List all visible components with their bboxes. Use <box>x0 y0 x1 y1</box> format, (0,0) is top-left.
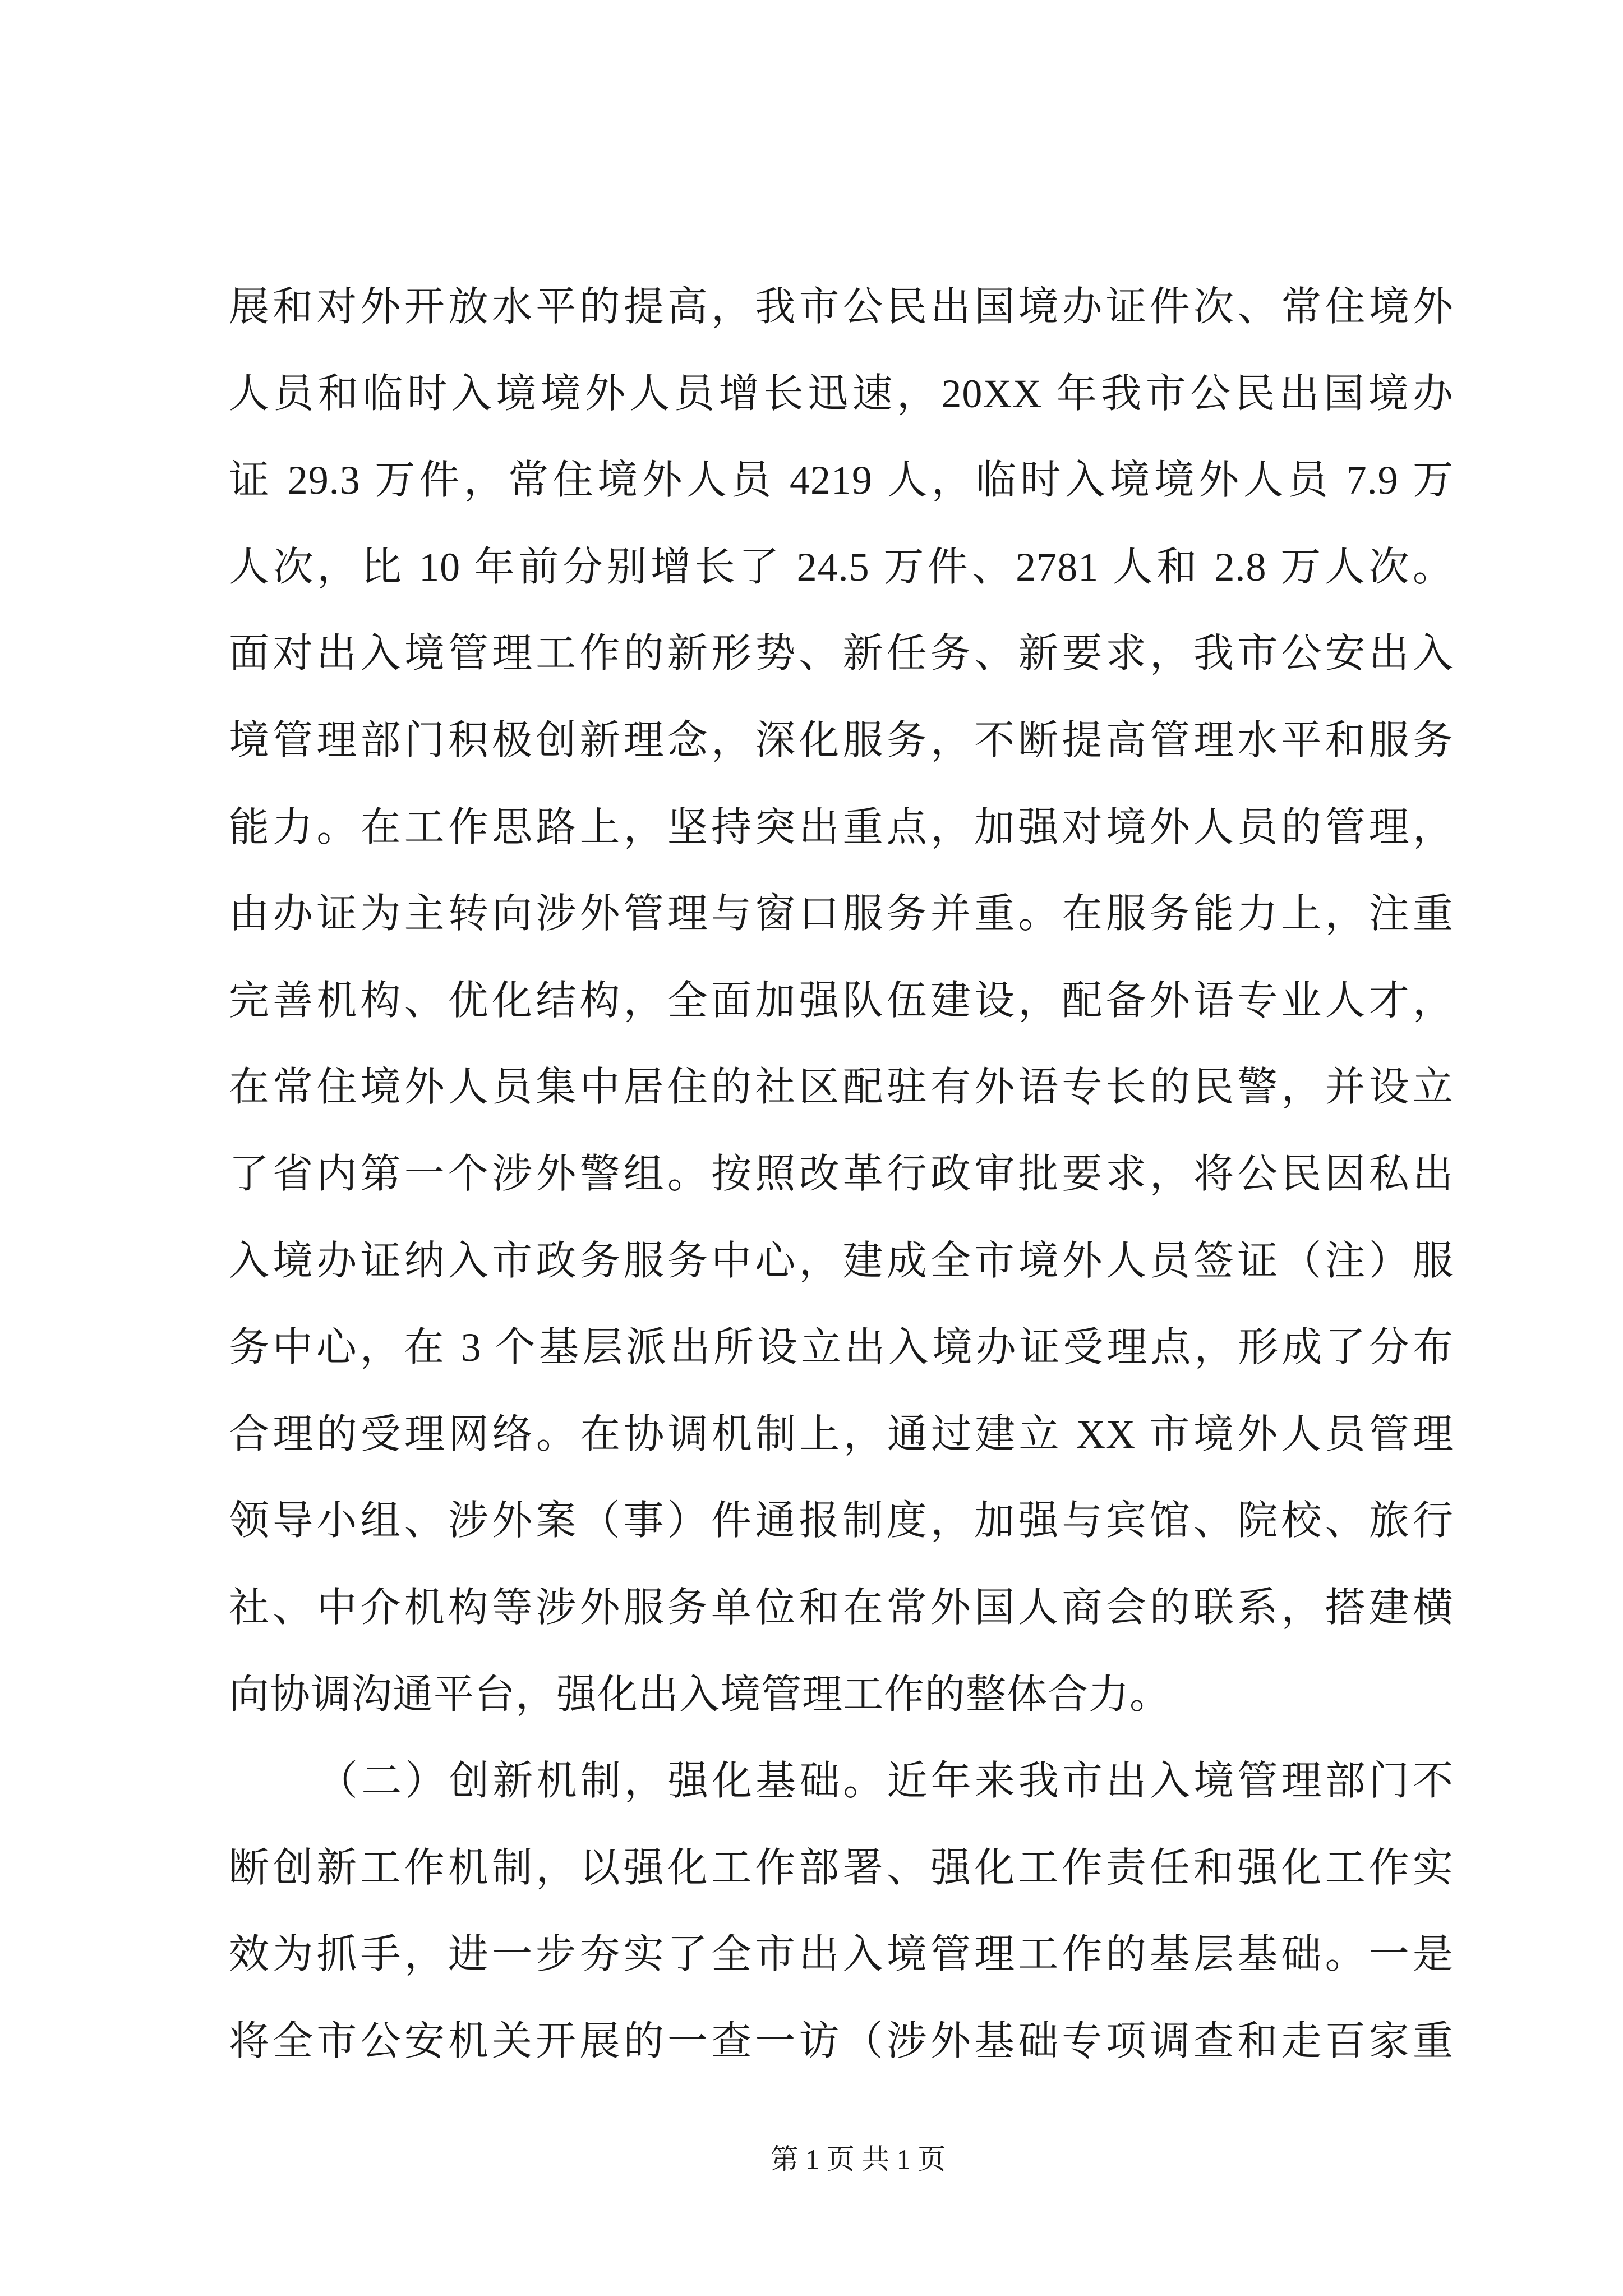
text-line: 效为抓手，进一步夯实了全市出入境管理工作的基层基础。一是 <box>229 1932 1454 1977</box>
text-line: 由办证为主转向涉外管理与窗口服务并重。在服务能力上，注重 <box>229 891 1454 937</box>
text-line: 合理的受理网络。在协调机制上，通过建立 XX 市境外人员管理 <box>229 1411 1454 1457</box>
text-line: 了省内第一个涉外警组。按照改革行政审批要求，将公民因私出 <box>229 1151 1454 1197</box>
body-text <box>229 264 1454 2085</box>
text-line: 入境办证纳入市政务服务中心，建成全市境外人员签证（注）服 <box>229 1238 1454 1283</box>
text-line: 面对出入境管理工作的新形势、新任务、新要求，我市公安出入 <box>229 631 1454 677</box>
paragraph <box>229 1738 1454 2085</box>
text-line: 领导小组、涉外案（事）件通报制度，加强与宾馆、院校、旅行 <box>229 1498 1454 1544</box>
text-line: 境管理部门积极创新理念，深化服务，不断提高管理水平和服务 <box>229 717 1454 763</box>
text-line: 证 29.3 万件，常住境外人员 4219 人，临时入境境外人员 7.9 万 <box>229 458 1454 503</box>
text-line: 务中心，在 3 个基层派出所设立出入境办证受理点，形成了分布 <box>229 1325 1454 1370</box>
text-line: 展和对外开放水平的提高，我市公民出国境办证件次、常住境外 <box>229 284 1454 329</box>
text-line: （二）创新机制，强化基础。近年来我市出入境管理部门不 <box>317 1759 1454 1804</box>
text-line: 人次，比 10 年前分别增长了 24.5 万件、2781 人和 2.8 万人次。 <box>229 544 1454 590</box>
text-line: 能力。在工作思路上，坚持突出重点，加强对境外人员的管理， <box>229 804 1454 850</box>
text-line: 将全市公安机关开展的一查一访（涉外基础专项调查和走百家重 <box>229 2018 1454 2064</box>
paragraph <box>229 264 1454 1738</box>
page-number-footer: 第 1 页 共 1 页 <box>770 2143 946 2175</box>
text-line: 断创新工作机制，以强化工作部署、强化工作责任和强化工作实 <box>229 1845 1454 1890</box>
text-line: 在常住境外人员集中居住的社区配驻有外语专长的民警，并设立 <box>229 1065 1454 1110</box>
text-line: 向协调沟通平台，强化出入境管理工作的整体合力。 <box>229 1672 1171 1717</box>
text-line: 完善机构、优化结构，全面加强队伍建设，配备外语专业人才， <box>229 978 1454 1023</box>
text-line: 社、中介机构等涉外服务单位和在常外国人商会的联系，搭建横 <box>229 1585 1454 1630</box>
text-line: 人员和临时入境境外人员增长迅速，20XX 年我市公民出国境办 <box>229 371 1454 416</box>
